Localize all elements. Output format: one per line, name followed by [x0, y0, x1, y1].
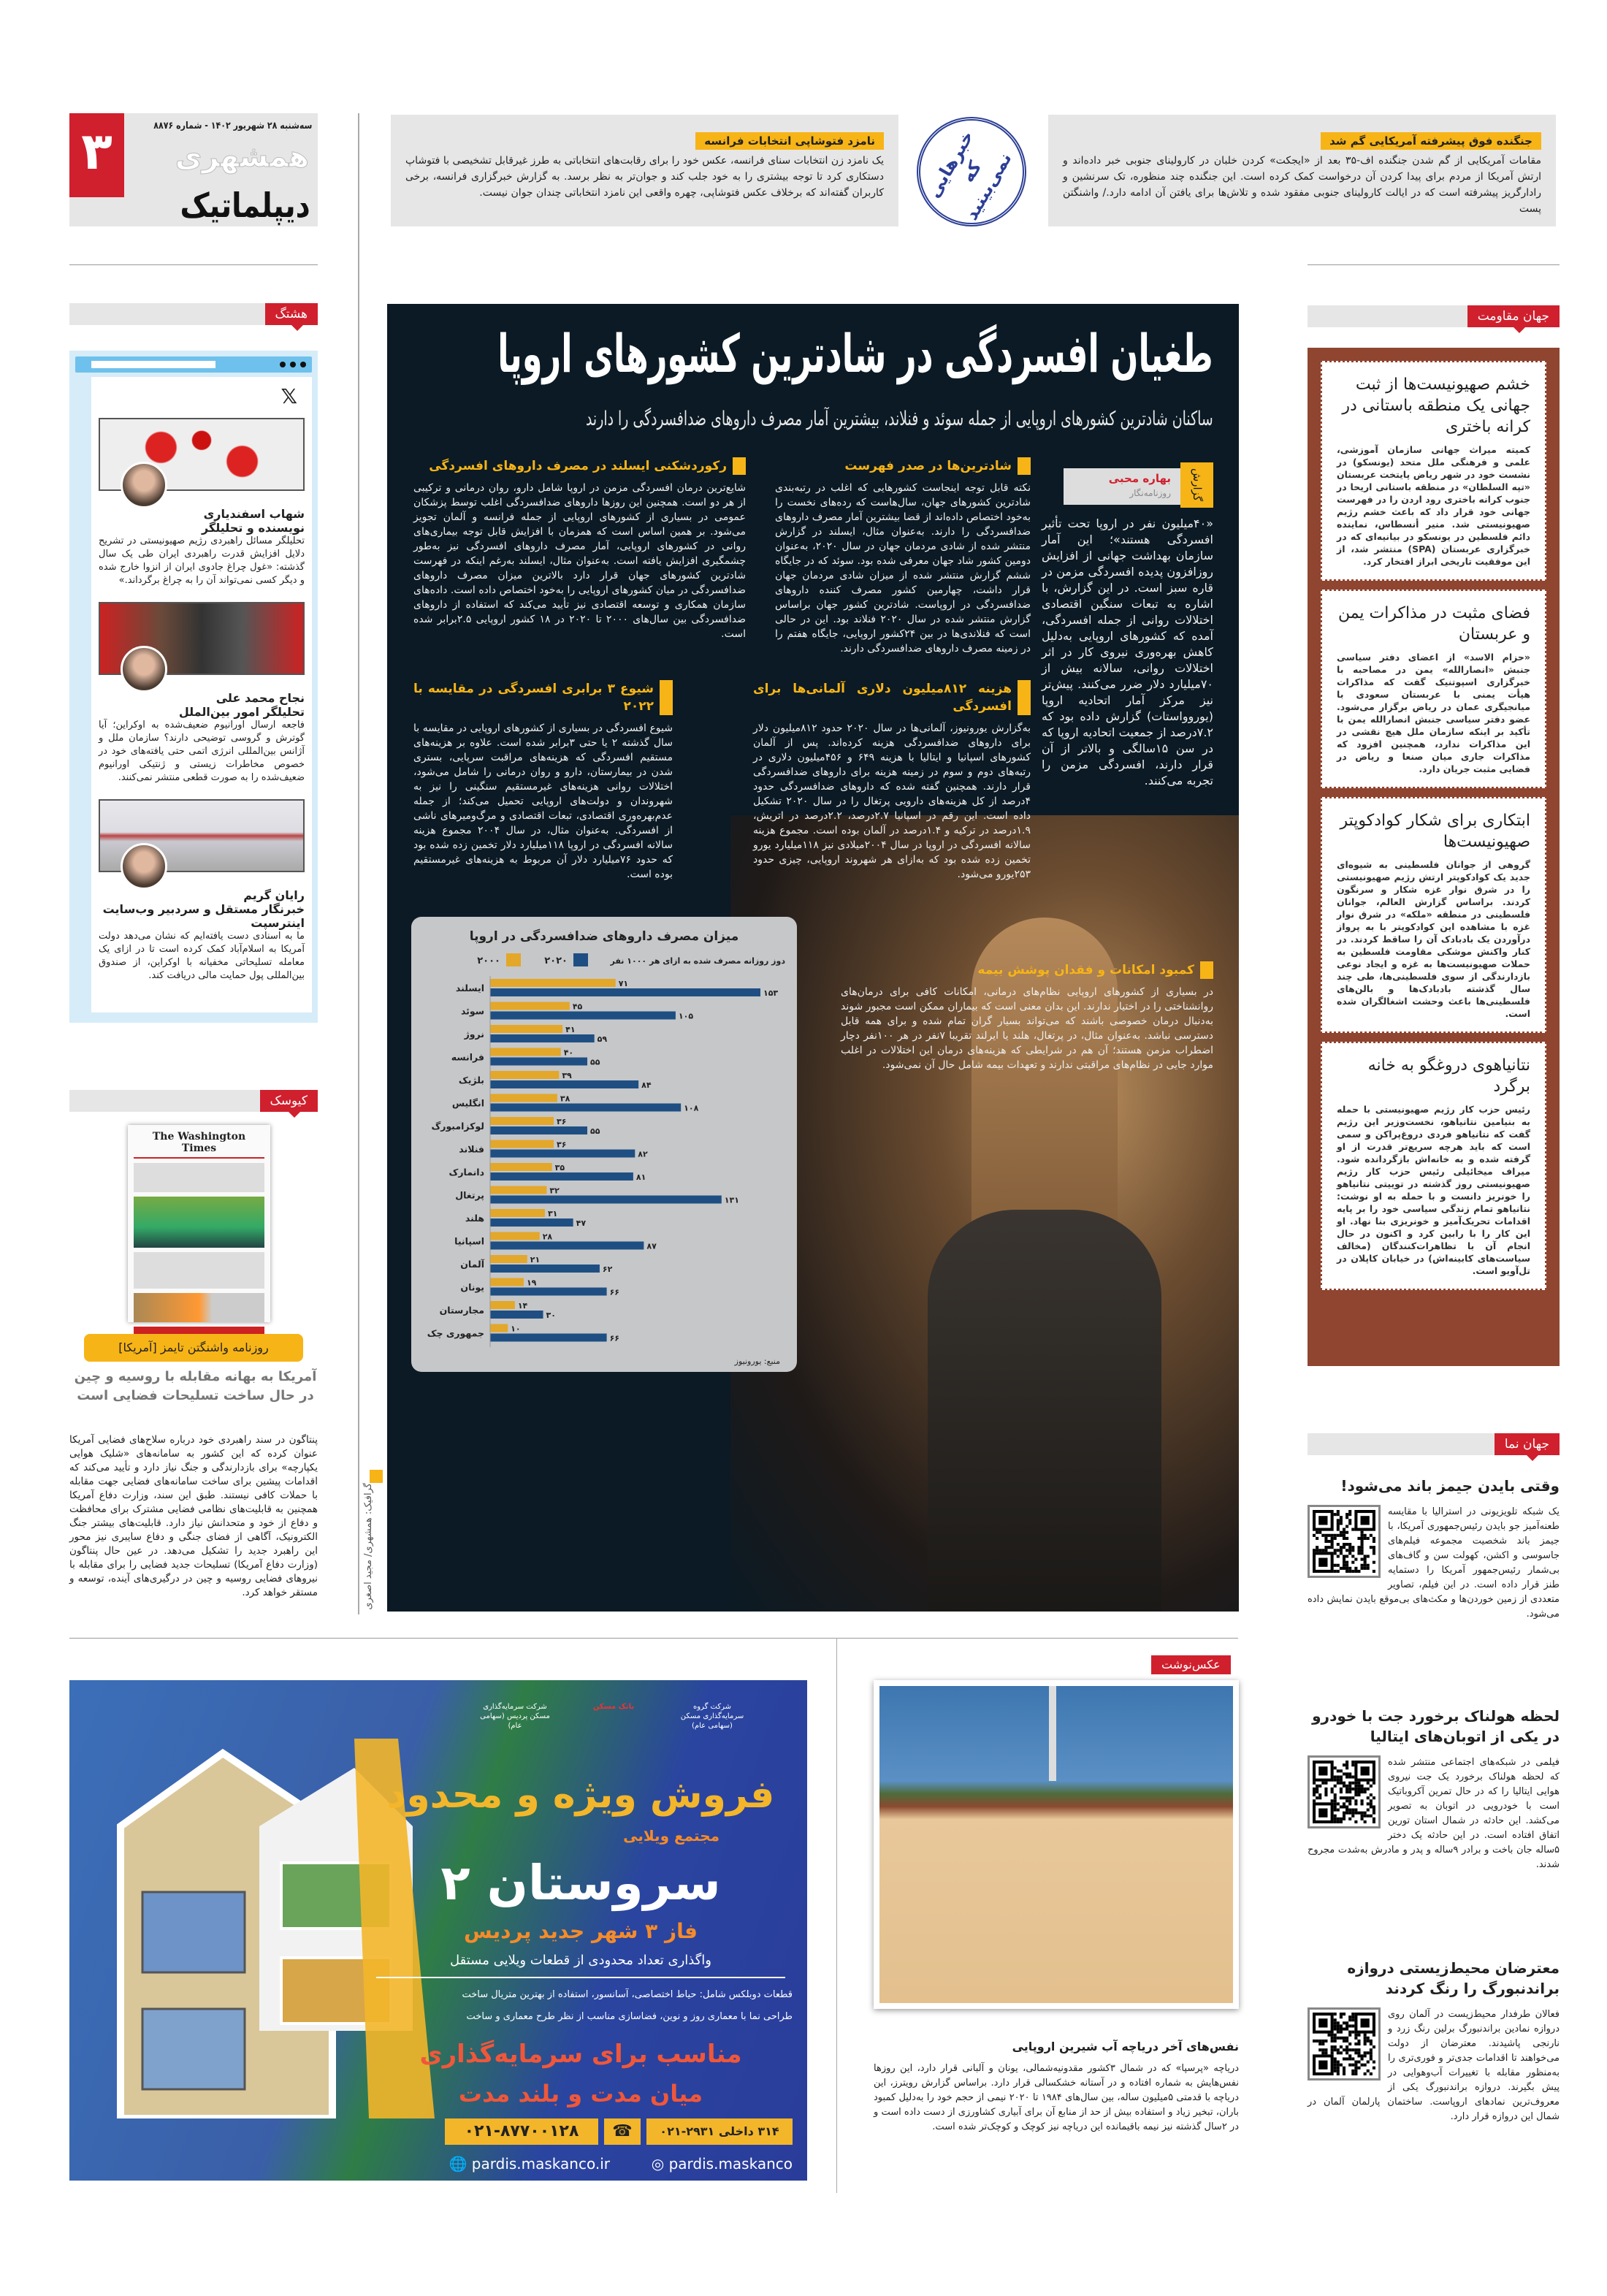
antidepressant-chart — [411, 917, 797, 1372]
article-photo — [730, 815, 1239, 1612]
data-label: ۳۲ — [549, 1186, 560, 1196]
section-heading: شیوع ۳ برابری افسردگی در مقایسه با ۲۰۲۲ — [413, 680, 673, 715]
news-card[interactable] — [1321, 797, 1546, 1033]
tweet[interactable] — [99, 602, 305, 785]
stamp-text: خبرهایی که نمی‌بینید — [923, 127, 1016, 224]
bar-2000 — [490, 1048, 561, 1056]
resistance-box — [1308, 348, 1560, 1366]
bar-2020 — [490, 1288, 607, 1296]
legend-label-2000: ۲۰۰۰ — [477, 956, 500, 966]
bar-2020 — [490, 1196, 722, 1204]
category-label: یونان — [460, 1281, 484, 1293]
qr-code-icon[interactable] — [1308, 1505, 1381, 1578]
section-tab-photo: عکس‌نوشت — [1151, 1655, 1231, 1674]
data-label: ۶۶ — [609, 1287, 620, 1297]
divider — [69, 1638, 1238, 1639]
category-label: دانمارک — [448, 1167, 484, 1178]
author-name: بهاره محبی — [1108, 472, 1171, 485]
chart-title: میزان مصرف داروهای ضدافسردگی در اروپا — [469, 929, 739, 944]
data-label: ۴۷ — [576, 1218, 587, 1228]
logo-bank-maskan: بانک مسکن — [592, 1703, 635, 1711]
data-label: ۸۴ — [641, 1080, 652, 1090]
section-heading: شادترین‌ها در صدر فهرست — [775, 457, 1031, 475]
bar-2000 — [490, 1324, 508, 1332]
section-heading: کمبود امکانات و فقدان پوشش بیمه — [841, 961, 1213, 979]
qr-code-icon[interactable] — [1308, 1755, 1381, 1828]
bar-2000 — [490, 979, 616, 987]
tweet[interactable] — [99, 418, 305, 587]
card-title: خشم صهیونیست‌ها از ثبت جهانی یک منطقه باستانی در کرانه باختری — [1342, 375, 1530, 436]
article-section — [841, 961, 1213, 1072]
data-label: ۳۹ — [562, 1071, 572, 1080]
section-label: جهان مقاومت — [1467, 305, 1560, 327]
data-label: ۱۴ — [517, 1301, 528, 1311]
world-item-text: یک شبکه تلویزیونی در استرالیا با مقایسه طعنه‌آمیز جو بایدن رئیس‌جمهوری آمریکا، با جیمز باند شخصیت مجموعه فیلم‌های جاسوسی و اکشن، کهولت سن و گاف‌های بی‌شمار رئیس‌جمهور آمریکا را دستمایه طنز قرار داده است. در این فیلم، تصاویر متعددی از زمین خوردن‌ها و مکث‌های بی‌موقع بایدن نمایش داده می‌شود. — [1308, 1506, 1560, 1620]
data-label: ۸۲ — [638, 1149, 648, 1159]
section-text: شیوع افسردگی در بسیاری از کشورهای اروپایی در مقایسه با سال گذشته ۲ یا حتی ۳برابر شده است. علاوه بر هزینه‌های مستقیم افسردگی که هزینه‌های مراقبت سرپایی، بستری شدن در بیمارستان، دارو و روان درمانی را شامل می‌شود، اختلالات روانی هزینه‌های غیرمستقیم سنگینی را نیز به شهروندان و دولت‌های اروپایی تحمیل می‌کند؛ از جمله عدم‌بهره‌وری اقتصادی، تبعات اقتصادی و مرگ‌ومیرهای ناشی از افسردگی. به‌عنوان مثال، در سال ۲۰۰۴ مجموع هزینه سالانه افسردگی در اروپا ۱۱۸میلیارد دلار تخمین زده شده بود که حدود ۷۶میلیارد دلار آن مربوط به هزینه‌های غیرمستقیم بوده است. — [413, 722, 673, 880]
data-label: ۷۱ — [618, 979, 629, 988]
data-label: ۲۸ — [542, 1232, 553, 1242]
data-label: ۲۱ — [530, 1255, 541, 1265]
world-item — [1308, 1706, 1560, 1872]
ad-website[interactable]: 🌐 pardis.maskanco.ir — [448, 2155, 610, 2173]
chart-ylabel: دوز روزانه مصرف شده به ازای هر ۱۰۰۰ نفر — [610, 956, 785, 966]
page-number: ۳ — [69, 113, 124, 197]
top-news-text: یک نامزد زن انتخابات سنای فرانسه، عکس خود را برای رقابت‌های انتخاباتی به طرز غیرقابل تشخیصی با فتوشاپ دستکاری کرد تا توجه بیشتری را به خود جلب کند و جوان‌تر به نظر برسد. به گزارش خبرگزاری فرانسه، برخی کاربران گفته‌اند که برخلاف عکس فتوشاپی، چهره واقعی این نامزد انتخاباتی چندان جوان نیست. — [405, 155, 884, 199]
bar-2000 — [490, 1025, 562, 1033]
kiosk-headline: آمریکا به بهانه مقابله با روسیه و چین در حال ساخت تسلیحات فضایی است — [74, 1369, 317, 1403]
section-heading: رکوردشکنی ایسلند در مصرف داروهای افسردگی — [413, 457, 746, 475]
section-label: کیوسک — [260, 1090, 318, 1112]
legend-label-2020: ۲۰۲۰ — [544, 956, 568, 966]
card-title: نتانیاهوی دروغگو به خانه برگرد — [1367, 1056, 1530, 1096]
card-text: رئیس حزب کار رژیم صهیونیستی با حمله به بنیامین نتانیاهو، نخست‌وزیر این رژیم گفت که نتانیاهو فردی دروغ‌پراکن و سمی است که باید هرچه سریع‌تر قدرت از او گرفته شده و به خانه‌اش بازگردانده شود. میراف میخائیلی رئیس حزب کار رژیم صهیونیستی روز گذشته در توییتی نتانیاهو را خونریز دانست و با حمله به او نوشت: نتانیاهو تمام زندگی سیاسی خود را بر پایه اقدامات تحریک‌آمیز و خونریزی بنا نهاد. او این کار را با رابین کرد و اکنون در حال انجام آن با تظاهرات‌کنندگان (مخالف سیاست‌های کابینه‌اش) در خیابان کاپلان در تل‌آویو است. — [1337, 1104, 1530, 1276]
photo-caption-text: دریاچه «پرسپا» که در شمال ۳کشور مقدونیه‌شمالی، یونان و آلبانی قرار دارد، این روزها نفس‌هایش به شماره افتاده و در آستانه خشکسالی قرار دارد. براساس گزارش رویترز، این دریاچه با قدمتی ۵میلیون ساله، بین سال‌های ۱۹۸۴ تا ۲۰۲۰ نیمی از حجم خود را به‌دلیل کمبود باران، تبخیر زیاد و استفاده بیش از حد از منابع آن برای آبیاری کشاورزی از دست داده است و در ۲سال گذشته نیز نیمه باقیمانده این دریاچه نیز کوچک و کوچک‌تر شده است. — [874, 2063, 1240, 2132]
avatar — [121, 646, 167, 693]
instagram-icon: ◎ — [651, 2155, 669, 2173]
tweet-text: فاجعه ارسال اورانیوم ضعیف‌شده به اوکراین؛ آیا گوترش و گروسی توضیحی دارند؟ سازمان ملل و آژانس بین‌المللی انرژی اتمی حتی یافته‌های خود در خصوص مخاطرات زیستی و ژنتیکی اورانیوم ضعیف‌شده را به صورت قطعی منتشر نمی‌کنند. — [99, 720, 305, 783]
article-title: طغیان افسردگی در شادترین کشورهای اروپا — [497, 323, 1213, 384]
bar-2000 — [490, 1140, 554, 1148]
tweet-author-role: خبرنگار مستقل و سردبیر وب‌سایت اینترسپت — [102, 902, 305, 930]
phone-icon: ☎ — [604, 2118, 641, 2145]
data-label: ۱۳۱ — [724, 1195, 739, 1205]
newspaper-masthead: The Washington Times — [134, 1131, 264, 1159]
bar-2020 — [490, 1334, 607, 1342]
top-news-title: نامزد فتوشاپی انتخابات فرانسه — [695, 132, 884, 150]
card-text: کمیته میراث جهانی سازمان آموزشی، علمی و فرهنگی ملل متحد (یونسکو) در نشست خود در شهر ریاض پایتخت عربستان «تپه السلطان» در منطقه باستانی اریحا در جنوب کرانه باختری رود اردن را در فهرست جهانی خود قرار داد که باعث خشم رژیم صهیونیستی شد. منیر أنسطاس، نماینده دائم فلسطین در یونسکو در بیانیه‌ای که در خبرگزاری عربستان (SPA) منتشر شد، از این موفقیت تاریخی ابراز افتخار کرد. — [1337, 444, 1531, 567]
byline — [1064, 468, 1213, 505]
category-label: فنلاند — [459, 1143, 484, 1155]
chart-source: منبع: یورونیوز — [734, 1357, 780, 1366]
main-article — [387, 304, 1239, 1612]
author-role: روزنامه‌نگار — [1129, 488, 1171, 498]
chart-svg — [411, 917, 797, 1372]
bar-2000 — [490, 1278, 524, 1286]
ad-slogan: میان مدت و بلند مدت — [458, 2080, 703, 2108]
data-label: ۱۰۸ — [684, 1103, 699, 1113]
photo-caption-title: نفس‌های آخر دریاچه آب شیرین اروپایی — [1012, 2040, 1239, 2053]
world-item — [1308, 1476, 1560, 1622]
category-label: ایسلند — [455, 983, 484, 993]
credit-marker — [370, 1470, 383, 1483]
ad-location: فاز ۳ شهر جدید پردیس — [464, 1919, 698, 1943]
section-text: نکته قابل توجه اینجاست کشورهایی که اغلب در رتبه‌بندی شادترین کشورهای جهان، سال‌هاست که رده‌های نخست را به‌خود اختصاص داده‌اند از قضا بیشترین آمار مصرف داروهای ضدافسردگی را دارند. به‌عنوان مثال، ایسلند در گزارش منتشر شده از شادی مردمان جهان در سال ۲۰۲۰، به‌عنوان دومین کشور شاد جهان معرفی شده بود. سوئد که در جایگاه ششم گزارش منتشر شده از میزان شادی مردمان جهان قرار داشت، چهارمین کشور مصرف کننده داروهای ضدافسردگی در اروپاست. شادترین کشور جهان براساس گزارش منتشر شده در سال ۲۰۲۰ فنلاند بود. این در حالی است که فنلاندی‌ها در بین ۲۴کشور اروپایی، جایگاه هفتم را در زمینه مصرف داروهای ضدافسردگی دارند. — [775, 482, 1031, 655]
bar-2020 — [490, 1311, 543, 1319]
logo-maskan-group: شرکت گروه سرمایه‌گذاری مسکن (سهامی عام) — [680, 1703, 744, 1730]
bar-2000 — [490, 1071, 559, 1079]
data-label: ۶۲ — [602, 1265, 613, 1274]
bar-2020 — [490, 1172, 633, 1181]
category-label: هلند — [465, 1213, 484, 1224]
divider — [836, 1638, 837, 2193]
card-text: «حزام الاسد» از اعضای دفتر سیاسی جنبش «انصارالله» یمن در مصاحبه با خبرگزاری اسپوتنیک گفت که مذاکرات هیأت یمنی با عربستان سعودی با میانجیگری عمان در ریاض برگزار می‌شود. عضو دفتر سیاسی جنبش انصارالله یمن با تأکید بر اینکه سازمان ملل هیچ نقشی در این مذاکرات ندارد، همچنین افزود که مذاکرات جاری میان صنعا و ریاض در فضایی مثبت جریان دارد. — [1337, 652, 1530, 774]
section-text: در بسیاری از کشورهای اروپایی نظام‌های درمانی، امکانات کافی برای درمان‌های روانشناختی را در اختیار ندارند. این بدان معنی است که بیماران ممکن است مجبور شوند به‌دنبال درمان خصوصی باشند که می‌تواند بسیار گران تمام شده و برای همه قابل دسترسی نباشد. به‌عنوان مثال، در پرتغال، هلند یا ایرلند تقریبا ۷نفر در هر ۱۰۰نفر دچار اضطراب مزمن هستند؛ آن هم در شرایطی که هزینه‌های درمان این اختلالات در اغلب موارد جایی در نظام‌های مراقبتی ندارند و تعهدات بیمه شامل حال آن نمی‌شود. — [841, 986, 1213, 1071]
tweet-text: تحلیلگر مسائل راهبردی رژیم صهیونیستی در تشریح دلایل افزایش قدرت راهبردی ایران طی یک سال گذشته: «غول چراغ جادوی ایران از انزوا خارج شده و دیگر کسی نمی‌تواند آن را به چراغ برگرداند.» — [99, 535, 305, 586]
bar-2000 — [490, 1163, 552, 1171]
world-item-title: معترضان محیط‌زیستی دروازه براندنبورگ را رنگ کردند — [1347, 1959, 1560, 1997]
section-tab-resistance — [1308, 305, 1560, 327]
ad-phone-main[interactable]: ۰۲۱-۸۷۷۰۰۱۲۸ — [445, 2118, 598, 2145]
data-label: ۱۹ — [526, 1278, 537, 1288]
real-estate-advertisement[interactable] — [69, 1680, 807, 2181]
bar-2020 — [490, 1265, 600, 1273]
data-label: ۳۱ — [547, 1209, 558, 1218]
logo-diplomatic: دیپلماتیک — [180, 186, 310, 225]
bar-2000 — [490, 1209, 545, 1217]
data-label: ۱۵۳ — [763, 988, 779, 998]
category-label: سوئد — [460, 1005, 484, 1017]
x-logo-icon: 𝕏 — [280, 384, 297, 408]
world-item-text: فیلمی در شبکه‌های اجتماعی منتشر شده که لحظه هولناک برخورد یک جت نیروی هوایی ایتالیا را که در حال تمرین آکروباتیک است با خودرویی در اتوبان به تصویر می‌کشد. این حادثه در شمال استان تورین اتفاق افتاده است. در این حادثه یک دختر ۵ساله جان باخت و برادر ۹ساله و پدر و مادرش به‌شدت مجروح شدند. — [1308, 1757, 1560, 1870]
bar-2020 — [490, 1104, 681, 1112]
avatar — [121, 462, 167, 508]
data-label: ۶۶ — [609, 1333, 620, 1343]
data-label: ۵۹ — [597, 1034, 608, 1044]
newspaper-label: روزنامه واشنگتن تایمز [آمریکا] — [84, 1334, 303, 1362]
data-label: ۵۵ — [590, 1126, 600, 1136]
bar-2000 — [490, 1255, 527, 1263]
article-subtitle: ساکنان شادترین کشورهای اروپایی از جمله سوئد و فنلاند، بیشترین آمار مصرف داروهای ضدافسردگی را دارند — [586, 408, 1213, 430]
section-tab-kiosk — [69, 1090, 318, 1112]
ad-project-name: سروستان ۲ — [440, 1855, 721, 1911]
section-heading: هزینه ۸۱۲میلیون دلاری آلمانی‌ها برای افسردگی — [753, 680, 1031, 715]
data-label: ۸۱ — [635, 1172, 646, 1182]
article-section — [413, 457, 746, 641]
bar-2020 — [490, 1080, 638, 1088]
column-divider — [358, 113, 359, 1614]
legend-swatch-2000 — [506, 953, 521, 966]
world-item — [1308, 1958, 1560, 2124]
section-text: به‌گزارش یورونیوز، آلمانی‌ها در سال ۲۰۲۰ حدود ۸۱۲میلیون دلار برای داروهای ضدافسردگی هزینه کرده‌اند. پس از آلمان کشورهای اسپانیا و ایتالیا با هزینه ۶۴۹ و ۴۵۶میلیون دلاری در رتبه‌های دوم و سوم در زمینه هزینه برای داروهای ضدافسردگی قرار دارند. همچنین گفته شده که داروهای ضدافسردگی حدود ۴درصد از کل هزینه‌های دارویی پرتغال را در سال ۲۰۲۰ تشکیل داده است. این رقم در اسپانیا ۲.۷درصد، ۲.۲درصد در اتریش، ۱.۹درصد در ترکیه و ۱.۴درصد در آلمان بوده است. مجموع هزینه سالانه افسردگی در اروپا در سال ۲۰۰۴میلادی نیز ۱۱۸میلیارد یورو تخمین زده شده بود که به‌ازای هر شهروند اروپایی، چیزی حدود ۲۵۳یورو می‌شود. — [753, 722, 1031, 880]
bar-2000 — [490, 1232, 540, 1240]
data-label: ۳۶ — [557, 1117, 567, 1126]
section-text: شایع‌ترین درمان افسردگی مزمن در اروپا شامل دارو، روان درمانی و ترکیبی از هر دو است. همچنین این روزها داروهای ضدافسردگی اغلب توسط پزشکان عمومی در بسیاری از کشورهای اروپایی از جمله فرانسه و آلمان تجویز می‌شود. بر همین اساس است که همزمان با افزایش قابل توجه بیماری‌های روانی در کشورهای اروپایی، آمار مصرف داروهای افسردگی نیز به‌طور چشمگیری افزایش یافته است. به‌عنوان مثال، ایسلند به‌رغم اینکه در فهرست شادترین کشورهای جهان قرار دارد بالاترین میزان مصرف داروهای ضدافسردگی در میان کشورهای اروپایی را به‌خود اختصاص داده است. داده‌های سازمان همکاری و توسعه اقتصادی نیز تأیید می‌کند که استفاده از داروهای ضدافسردگی بین سال‌های ۲۰۰۰ تا ۲۰۲۰ در ۱۸ کشور اروپایی ۲.۵برابر شده است. — [413, 482, 747, 640]
bar-2020 — [490, 1126, 587, 1134]
section-tab-hashtag — [69, 303, 318, 325]
report-label: گزارش — [1180, 462, 1213, 508]
divider — [1308, 264, 1560, 265]
legend-swatch-2020 — [573, 953, 588, 966]
data-label: ۳۸ — [560, 1094, 570, 1104]
stamp-icon — [917, 117, 1026, 226]
category-label: جمهوری چک — [427, 1327, 484, 1339]
bar-2020 — [490, 1012, 676, 1020]
category-label: نروژ — [464, 1029, 484, 1040]
tweet-author-role: تحلیلگر امور بین‌الملل — [178, 705, 305, 719]
lake-prespa-photo — [874, 1680, 1239, 2009]
top-news-text: مقامات آمریکایی از گم شدن جنگنده اف-۳۵ بعد از «ایجکت» کردن خلبان در کارولینای جنوبی خبر داده‌اند و ارتش آمریکا از مردم برای پیدا کردن آن درخواست کمک کرده است. این جنگنده چند منظوره، تک سرنشین و رادارگریز پیشرفته است که در ایالت کارولینای جنوبی مفقود شده و تلاش‌ها برای یافتن آن ادامه دارد./ واشنگتن پست — [1063, 155, 1541, 215]
category-label: انگلیس — [451, 1097, 484, 1109]
card-title: فضای مثبت در مذاکرات یمن و عربستان — [1337, 604, 1530, 644]
section-label: هشتگ — [265, 303, 318, 325]
news-card[interactable] — [1321, 1042, 1546, 1290]
bar-2000 — [490, 1094, 557, 1102]
bar-2020 — [490, 1242, 644, 1250]
ad-offer: واگذاری تعداد محدودی از قطعات ویلایی مستقل — [376, 1952, 785, 1978]
twitter-card — [69, 351, 318, 1023]
globe-icon: 🌐 — [448, 2155, 472, 2173]
section-label: جهان نما — [1495, 1433, 1560, 1455]
data-label: ۴۱ — [565, 1025, 576, 1034]
data-label: ۳۵ — [554, 1163, 565, 1172]
news-card[interactable] — [1321, 590, 1546, 788]
section-tab-world — [1308, 1433, 1560, 1455]
bar-2020 — [490, 1150, 635, 1158]
bar-2000 — [490, 1117, 554, 1125]
kiosk-body: پنتاگون در سند راهبردی خود درباره سلاح‌های فضایی آمریکا عنوان کرده که این کشور به سامانه‌های «شلیک هوایی یکپارچه» برای بازدارندگی و جنگ نیاز دارد و تأیید می‌کند که اقدامات پیشین برای ساخت سامانه‌های فضایی جهت مقابله با حملات کافی نیستند. طبق این سند، وزارت دفاع آمریکا همچنین به قابلیت‌های نظامی فضایی مشترک برای محافظت و دفاع از خود و متحدانش نیاز دارد. قابلیت‌های بیشتر جنگ الکترونیک، آگاهی از فضای جنگی و دفاع سایبری نیز محور این راهبرد جدید را تشکیل می‌دهد. در عین حال پنتاگون (وزارت دفاع آمریکا) تسلیحات جدید فضایی را برای مقابله با نیروهای فضایی روسیه و چین در درگیری‌های آینده، توسعه و مستقر خواهد کرد. — [69, 1434, 318, 1598]
category-label: مجارستان — [439, 1305, 484, 1316]
browser-bar — [75, 356, 312, 373]
category-label: لوکزامبورگ — [431, 1121, 484, 1132]
world-item-title: لحظه هولناک برخورد جت با خودرو در یکی از اتوبان‌های ایتالیا — [1312, 1707, 1560, 1745]
logo-maskan-pardis: شرکت سرمایه‌گذاری مسکن پردیس (سهامی عام) — [480, 1703, 550, 1730]
tweet-author-role: نویسنده و تحلیلگر — [201, 521, 305, 535]
data-label: ۴۰ — [563, 1048, 574, 1058]
logo-hamshahri: همشهری — [175, 140, 309, 174]
bar-2000 — [490, 1301, 515, 1309]
bar-2020 — [490, 988, 760, 996]
ad-phone-ext[interactable]: ۳۱۴ داخلی ۲۹۳۱-۰۲۱ — [646, 2118, 793, 2145]
ad-slogan: مناسب برای سرمایه‌گذاری — [419, 2040, 742, 2069]
tweet-author: نجاح محمد علی — [215, 691, 305, 705]
data-label: ۳۰ — [546, 1311, 556, 1320]
bar-2020 — [490, 1034, 595, 1042]
bar-2000 — [490, 1186, 546, 1194]
top-news-title: جنگنده فوق پیشرفته آمریکایی گم شد — [1321, 132, 1541, 150]
masthead — [69, 113, 318, 226]
bar-2020 — [490, 1058, 587, 1066]
category-label: فرانسه — [451, 1051, 484, 1063]
article-section — [753, 680, 1031, 882]
data-label: ۸۷ — [646, 1241, 657, 1251]
tweet-author: شهاب اسفندیاری — [203, 507, 305, 521]
data-label: ۱۰۵ — [678, 1011, 694, 1021]
ad-complex-label: مجتمع ویلایی — [623, 1827, 719, 1845]
tweet-author: رایان گریم — [243, 888, 305, 902]
card-title: ابتکاری برای شکار کوادکوپتر صهیونیست‌ها — [1340, 812, 1530, 851]
ad-instagram[interactable]: ◎ pardis.maskanco — [651, 2155, 793, 2173]
ad-bullet: طراحی نما با معماری روز و نوین، فضاسازی مناسب از نظر طرح معماری و ساخت — [466, 2011, 793, 2022]
tweet[interactable] — [99, 799, 305, 983]
category-label: بلژیک — [458, 1075, 484, 1086]
article-intro: «۴۰میلیون نفر در اروپا تحت تأثیر افسردگی هستند»؛ این آمار سازمان بهداشت جهانی از افزایش روزافزون پدیده افسردگی مزمن در قاره سبز است. در این گزارش، با اشاره به تبعات سنگین اقتصادی اختلالات روانی از جمله افسردگی، آمده که کشورهای اروپایی به‌دلیل کاهش بهره‌وری نیروی کار در اثر اختلالات روانی، سالانه بیش از ۷۰میلیارد دلار ضرر می‌کنند. پیش‌تر نیز مرکز آمار اتحادیه اروپا (یوروواستات) گزارش داده بود که ۷.۲درصد از جمعیت اتحادیه اروپا که در سن ۱۵سالگی و بالاتر از آن قرار دارند، افسردگی مزمن را تجربه می‌کنند. — [1042, 516, 1213, 787]
data-label: ۵۵ — [590, 1057, 600, 1067]
data-label: ۳۶ — [557, 1140, 567, 1150]
top-news-item — [1048, 115, 1556, 226]
news-card[interactable] — [1321, 361, 1546, 581]
bar-2000 — [490, 1002, 570, 1010]
article-section — [413, 680, 673, 882]
newspaper-cover-image — [128, 1125, 270, 1322]
data-label: ۴۵ — [572, 1002, 583, 1012]
article-section — [775, 457, 1031, 656]
top-news-item — [391, 115, 898, 226]
world-item-text: فعالان طرفدار محیط‌زیست در آلمان روی دروازه نمادین براندنبورگ برلین رنگ زرد و نارنجی پاشیدند. معترضان از دولت می‌خواهند تا اقدامات جدی‌تر و فوری‌تری را به‌منظور مقابله با تغییرات آب‌وهوایی در پیش بگیرند. دروازه براندنبورگ یکی از معروف‌ترین نمادهای اروپاست. ساختمان پارلمان آلمان در شمال این دروازه قرار دارد. — [1308, 2009, 1560, 2122]
data-label: ۱۰ — [511, 1324, 521, 1334]
avatar — [121, 843, 167, 890]
divider — [69, 264, 318, 265]
bar-2020 — [490, 1218, 573, 1227]
tweet-text: ما به اسنادی دست یافته‌ایم که نشان می‌دهد دولت آمریکا به اسلام‌آباد کمک کرده است تا در ازای یک معامله تسلیحاتی مخفیانه با اوکراین، از صندوق بین‌المللی پول حمایت مالی دریافت کند. — [99, 931, 305, 981]
category-label: پرتغال — [455, 1189, 484, 1201]
card-text: گروهی از جوانان فلسطینی به شیوه‌ای جدید یک کوادکوپتر ارتش رژیم صهیونیستی را در شرق نوار غزه شکار و سرنگون کردند. براساس گزارش العالم، جوانان فلسطینی در منطقه «ملکه» در شرق نوار غزه با مشاهده این کوادکوپتر با به پرواز درآوردن یک بادبادک آن را ساقط کردند. در کنار واکنش موشکی مقاومت فلسطین به حملات صهیونیست‌ها به غزه و ایجاد نوعی بازدارندگی از سوی فلسطینی‌ها، طی چند سال گذشته بادبادک‌ها و بالن‌های فلسطینی‌ها باعث وحشت اشغالگران شده است. — [1337, 859, 1530, 1019]
world-item-title: وقتی بایدن جیمز باند می‌شود! — [1340, 1477, 1560, 1495]
ad-bullet: قطعات دوبلکس شامل: حیاط اختصاصی، آسانسور، استفاده از بهترین متریال ساخت — [462, 1989, 793, 2000]
ad-headline: فروش ویژه و محدود — [386, 1773, 775, 1817]
category-label: اسپانیا — [454, 1235, 484, 1247]
category-label: آلمان — [460, 1259, 484, 1270]
date-issue: سه‌شنبه ۲۸ شهریور ۱۴۰۲ - شماره ۸۸۷۶ — [153, 121, 312, 131]
qr-code-icon[interactable] — [1308, 2007, 1381, 2080]
graphic-credit: گرافیک: همشهری/ مجید اصغری — [363, 1483, 374, 1610]
